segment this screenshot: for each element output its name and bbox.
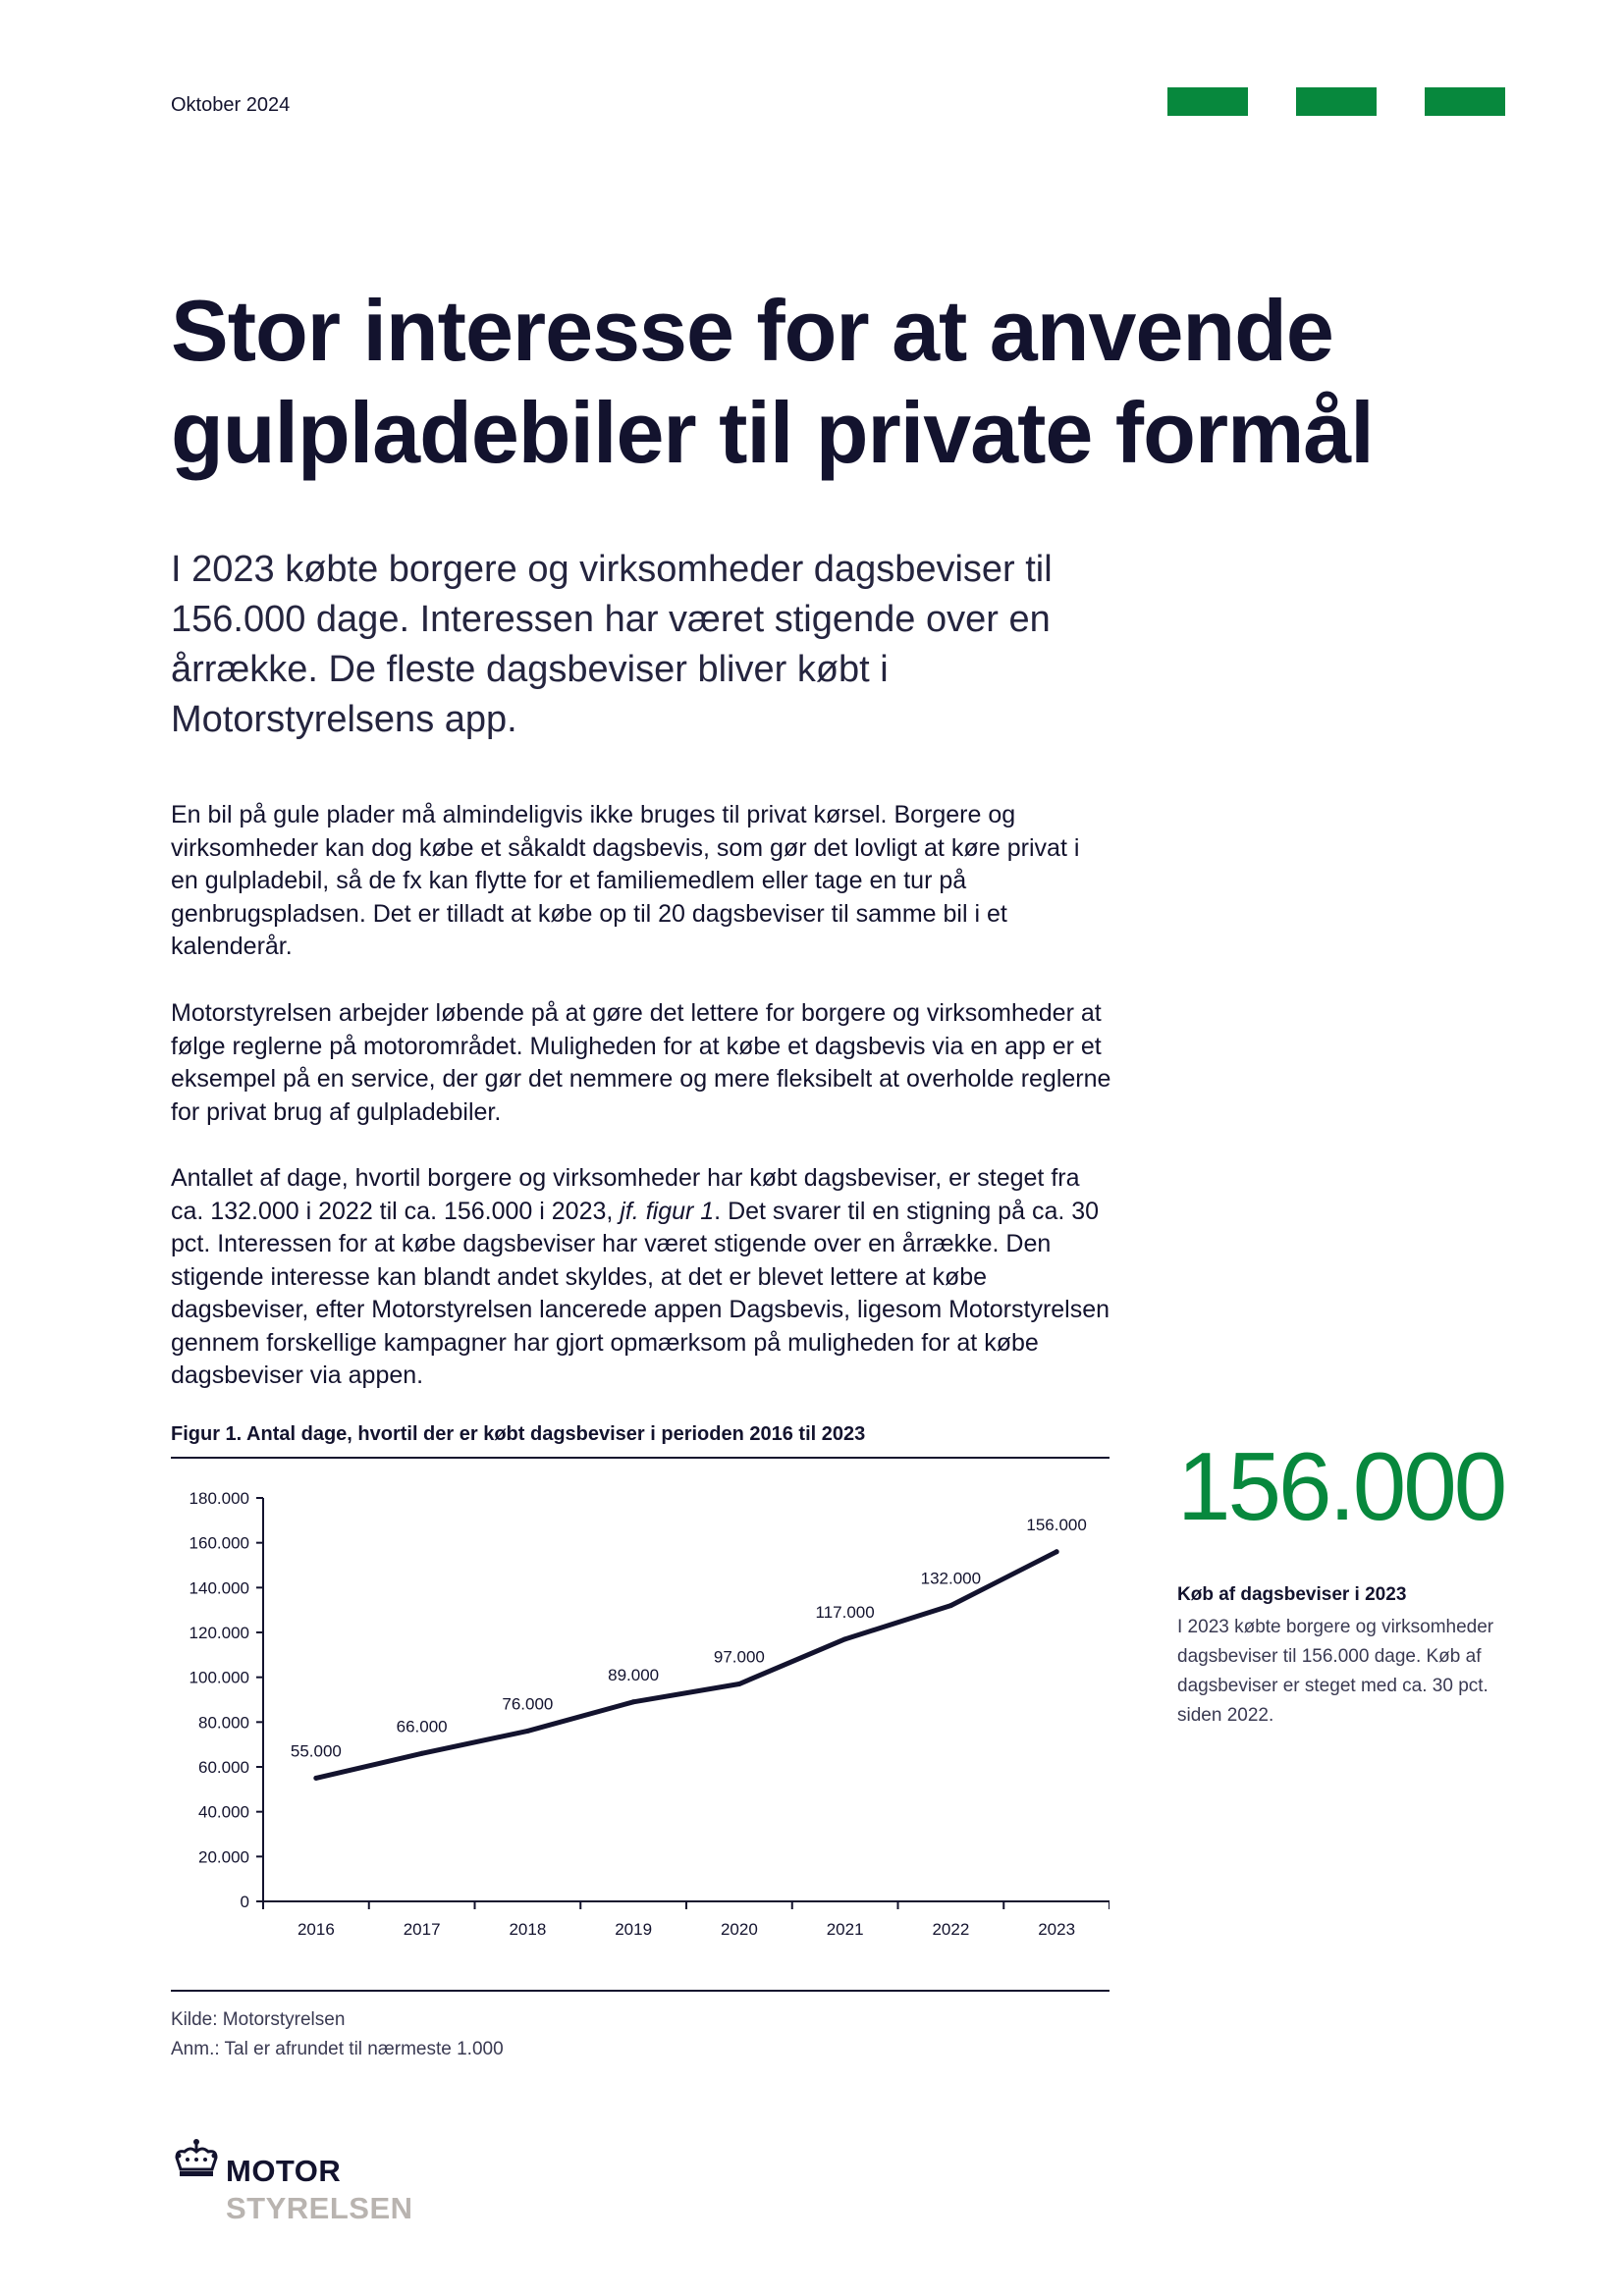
body-paragraph-2: Motorstyrelsen arbejder løbende på at gøre det lettere for borgere og virksomheder at følge reglerne på motorområdet. Muligheden for at købe et dagsbevis via en app er et eksempel på en service, der gør det nemmere og mere fleksibelt at overholde reglerne for privat brug af gulpladebiler. [171,999,1111,1126]
data-point [631,1699,636,1704]
data-point [736,1682,741,1686]
y-tick-label: 0 [240,1893,249,1911]
data-label: 97.000 [713,1647,765,1667]
y-tick-label: 80.000 [198,1713,249,1733]
data-label: 132.000 [920,1569,982,1588]
data-point [313,1776,318,1781]
body-paragraph-3-start: Antallet af dage, hvortil borgere og virksomheder har købt dagsbeviser, er steget fra ca. 132.000 i 2022 til ca. 156.000 i 2023, [171,1164,1080,1225]
y-tick-label: 20.000 [198,1847,249,1867]
brand-bar [1167,87,1248,116]
x-tick-label: 2023 [1038,1920,1076,1939]
key-figure-text: I 2023 købte borgere og virksomheder dagsbeviser til 156.000 dage. Køb af dagsbeviser er steget med ca. 30 pct. siden 2022. [1177,1617,1494,1726]
y-tick-label: 160.000 [189,1533,249,1553]
key-figure: 156.000 [1177,1432,1505,1540]
y-tick-label: 60.000 [198,1758,249,1777]
x-tick-label: 2022 [932,1920,970,1939]
data-label: 55.000 [290,1741,342,1761]
crown-icon [171,2136,222,2187]
x-tick-label: 2019 [615,1920,653,1939]
publication-date: Oktober 2024 [171,94,291,116]
data-label: 66.000 [396,1717,448,1736]
data-label: 89.000 [608,1665,660,1684]
figure-bottom-rule [171,1990,1110,1992]
y-tick-label: 100.000 [189,1668,249,1687]
data-label: 76.000 [502,1694,554,1714]
figure-source: Kilde: Motorstyrelsen [171,2009,346,2030]
x-tick-label: 2018 [509,1920,547,1939]
body-paragraph-1: En bil på gule plader må almindeligvis ikke bruges til privat kørsel. Borgere og virksomheder kan dog købe et såkaldt dagsbevis, som gør det lovligt at køre privat i en gulpladebil, så de fx kan flytte for et familiemedlem eller tage en tur på genbrugspladsen. Det er tilladt at købe op til 20 dagsbeviser til samme bil i et kalenderår. [171,801,1080,960]
data-label: 156.000 [1026,1515,1087,1534]
body-paragraph-3-end: . Det svarer til en stigning på ca. 30 pct. Interessen for at købe dagsbeviser har været stigende over en årrække. Den stigende interesse kan blandt andet skyldes, at det er blevet lettere at købe dagsbeviser, efter Motorstyrelsen lancerede appen Dagsbevis, ligesom Motorstyrelsen gennem forskellige kampagner har gjort opmærksom på muligheden for at købe dagsbeviser via appen. [171,1197,1110,1389]
data-point [948,1603,953,1608]
y-tick-label: 120.000 [189,1624,249,1642]
x-tick-label: 2020 [720,1920,758,1939]
data-label: 117.000 [815,1602,875,1622]
data-point [1055,1549,1059,1554]
logo-wordmark-styrelsen: STYRELSEN [226,2191,413,2225]
data-point [842,1636,847,1641]
brand-bar [1296,87,1377,116]
brand-bar [1425,87,1505,116]
logo-wordmark-motor: MOTOR [226,2154,342,2188]
body-paragraph-3 [171,1162,1113,1393]
figure-title: Figur 1. Antal dage, hvortil der er købt dagsbeviser i perioden 2016 til 2023 [171,1423,866,1445]
y-tick-label: 140.000 [189,1578,249,1598]
x-tick-label: 2017 [403,1920,441,1939]
y-tick-label: 180.000 [189,1489,249,1508]
figure-note: Anm.: Tal er afrundet til nærmeste 1.000 [171,2039,504,2059]
data-point [525,1729,530,1734]
page-title: Stor interesse for at anvende gulpladebiler til private formål [171,282,1374,481]
lead-paragraph: I 2023 købte borgere og virksomheder dagsbeviser til 156.000 dage. Interessen har været stigende over en årrække. De fleste dagsbeviser bliver købt i Motorstyrelsens app. [171,549,1053,740]
figure-reference: jf. figur 1 [620,1197,715,1225]
x-tick-label: 2021 [826,1920,864,1939]
x-tick-label: 2016 [297,1920,335,1939]
y-tick-label: 40.000 [198,1802,249,1822]
figure-top-rule [171,1457,1110,1459]
key-figure-title: Køb af dagsbeviser i 2023 [1177,1584,1407,1605]
data-point [419,1751,424,1756]
line-chart [171,1472,1110,1963]
